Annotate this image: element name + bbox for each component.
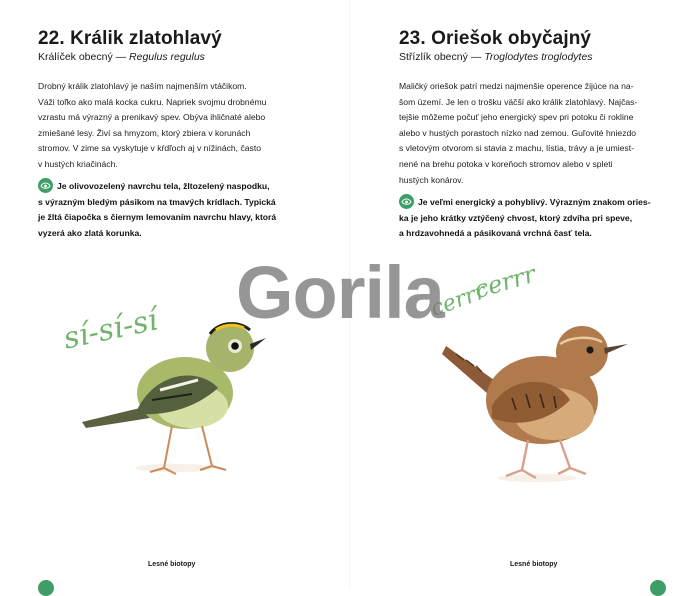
identification — [38, 178, 276, 241]
eye-icon — [38, 178, 53, 193]
id-line: je žltá čiapočka s čiernym lemovaním navrchu hlavy, ktorá — [38, 212, 277, 223]
page-marker — [38, 580, 54, 596]
eye-icon — [399, 194, 414, 209]
id-line: ka je jeho krátky vztýčený chvost, ktorý zdvíha pri speve, — [399, 212, 633, 223]
description-line: nené na brehu potoka v koreňoch stromov alebo v spleti — [399, 158, 613, 169]
description-line: tejšie môžeme počuť jeho energický spev pri potoku či rokline — [399, 112, 634, 123]
watermark: Gorila — [236, 251, 444, 334]
page-marker — [650, 580, 666, 596]
id-line: vyzerá ako zlatá korunka. — [38, 227, 142, 238]
id-line: a hrdzavohnedá a pásikovaná vrchná časť tela. — [399, 228, 592, 239]
song-call: sí-sí-sí — [60, 302, 161, 357]
description-line: Drobný králik zlatohlavý je naším najmenším vtáčikom. — [38, 81, 247, 91]
identification — [399, 194, 651, 242]
id-line: Je veľmi energický a pohyblivý. Výrazným znakom ories- — [418, 197, 651, 207]
description-line: stromov. V zime sa vyskytuje v kŕdľoch aj v nížinách, často — [38, 143, 261, 154]
description-line: hustých konárov. — [399, 174, 464, 185]
description-line: šom území. Je len o trošku väčší ako králik zlatohlavý. Najčas- — [399, 96, 638, 107]
description-line: s vletovým otvorom si stavia z machu, lístia, trávy a je umiest- — [399, 143, 634, 154]
wren-illustration — [442, 318, 632, 490]
description — [399, 79, 637, 188]
footer-label: Lesné biotopy — [510, 561, 558, 568]
description-line: v hustých kriačinách. — [38, 158, 118, 169]
description-line: Váži toľko ako malá kocka cukru. Napriek svojmu drobnému — [38, 96, 267, 107]
song-call: cerrr — [471, 259, 539, 305]
id-line: Je olivovozelený navrchu tela, žltozelený naspodku, — [57, 181, 270, 191]
footer-label: Lesné biotopy — [148, 561, 196, 568]
description-line: zmiešané lesy. Živí sa hmyzom, ktorý zbiera v korunách — [38, 127, 251, 138]
song-call: cerrr — [427, 279, 490, 322]
latin-name: Regulus regulus — [129, 51, 205, 63]
common-name: Králíček obecný — — [38, 51, 130, 63]
subtitle — [399, 51, 593, 63]
latin-name: Troglodytes troglodytes — [484, 51, 593, 63]
description — [38, 79, 266, 173]
id-line: s výrazným bledým pásikom na tmavých krídlach. Typická — [38, 196, 276, 207]
description-line: alebo v hustých porastoch nízko nad zemou. Guľovité hniezdo — [399, 127, 637, 138]
description-line: Maličký oriešok patrí medzi najmenšie operence žijúce na na- — [399, 81, 634, 91]
page-title: 23. Oriešok obyčajný — [399, 28, 592, 49]
common-name: Střízlík obecný — — [399, 51, 485, 63]
subtitle — [38, 51, 205, 63]
description-line: vzrastu má výrazný a prenikavý spev. Obýva ihličnaté alebo — [38, 112, 266, 123]
page-title: 22. Králik zlatohlavý — [38, 28, 222, 49]
goldcrest-illustration — [80, 318, 280, 488]
